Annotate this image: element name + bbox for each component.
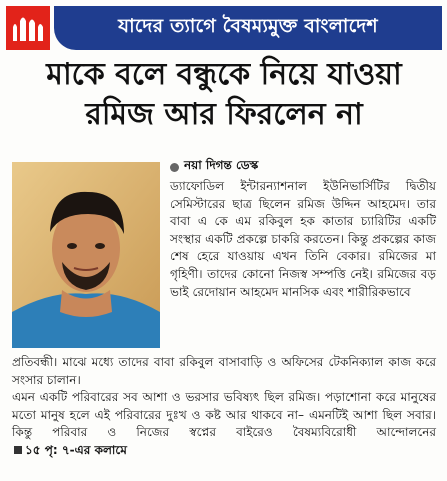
article-body-column <box>170 178 436 301</box>
byline <box>170 157 258 177</box>
portrait-photo <box>12 162 160 348</box>
article-paragraph-2-text: এমন একটি পরিবারের সব আশা ও ভরসার ভবিষ্যৎ ছিল রমিজ। পড়াশোনা করে মানুষের মতো মানুষ হলে এই পরিবারের দুঃখ ও কষ্ট আর থাকবে না– এমনটিই আশা ছিল সবার। কিন্তু পরিবার ও নিজের স্বপ্নের বাইরেও বৈষম্যবিরোধী আন্দোলনের <box>12 390 436 440</box>
headline-line-2: রমিজ আর ফিরলেন না <box>85 96 363 132</box>
section-banner <box>6 6 442 50</box>
bullet-icon <box>170 163 179 172</box>
byline-text: নয়া দিগন্ত ডেস্ক <box>184 158 259 172</box>
headline <box>6 58 442 131</box>
banner-title: যাদের ত্যাগে বৈষম্যমুক্ত বাংলাদেশ <box>54 6 442 50</box>
article-paragraph-1-cont: প্রতিবন্ধী। মাঝে মধ্যে তাদের বাবা রকিবুল বাসাবাড়ি ও অফিসের টেকনিক্যাল কাজ করে সংসার চালান। <box>12 355 436 387</box>
person-portrait-icon <box>12 162 160 348</box>
continued-marker <box>12 443 127 457</box>
article-paragraph-1: ড্যাফোডিল ইন্টারন্যাশনাল ইউনিভার্সিটির দ্বিতীয় সেমিস্টারের ছাত্র ছিলেন রমিজ উদ্দিন আহমেদ। তার বাবা এ কে এম রকিবুল হক কাতার চ্যারিটির একটি সংস্থার একটি প্রকল্পে চাকরি করতেন। কিন্তু প্রকল্পের কাজ শেষ হেরে যাওয়ায় এখন তিনি বেকার। রমিজের মা গৃহিণী। তাদের কোনো নিজস্ব সম্পত্তি নেই। রমিজের বড় ভাই রেদোয়ান আহমেদ মানসিক এবং শারীরিকভাবে <box>170 179 436 299</box>
headline-line-1: মাকে বলে বন্ধুকে নিয়ে যাওয়া <box>46 57 402 92</box>
article-paragraph-2 <box>12 389 436 459</box>
flame-icon <box>10 13 46 43</box>
continued-text: ১৫ পৃ: ৭-এর কলামে <box>25 442 127 457</box>
article-body-full <box>12 354 436 460</box>
square-icon <box>14 446 22 454</box>
logo <box>6 6 50 50</box>
